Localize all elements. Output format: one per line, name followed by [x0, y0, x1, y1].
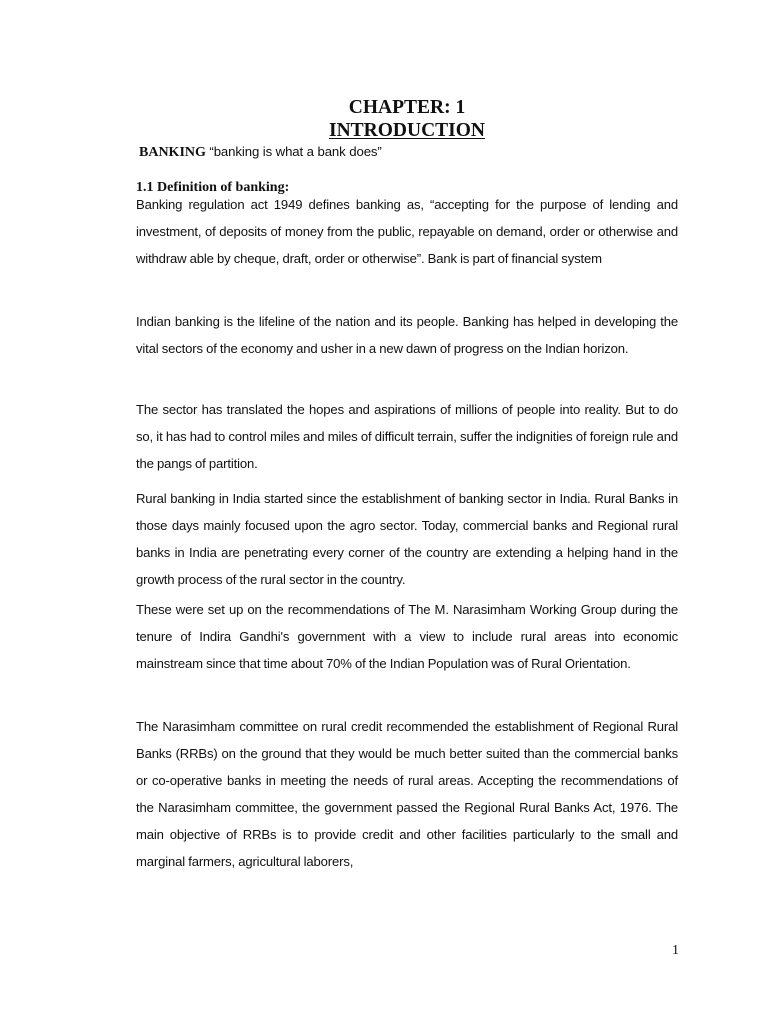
paragraph-sector: The sector has translated the hopes and aspirations of millions of people into reality. But to do so, it has had to control miles and miles of difficult terrain, suffer the indignities of foreign rule and the pangs of partition.: [136, 402, 678, 471]
chapter-subtitle: INTRODUCTION: [328, 120, 486, 141]
paragraph-narasimham-committee: The Narasimham committee on rural credit recommended the establishment of Regional Rural Banks (RRBs) on the ground that they would be much better suited than the commercial banks or co-operative banks in meeting the needs of rural areas. Accepting the recommendations of the Narasimham committee, the government passed the Regional Rural Banks Act, 1976. The main objective of RRBs is to provide credit and other facilities particularly to the small and marginal farmers, agricultural laborers,: [136, 719, 678, 869]
paragraph-rural-banking: Rural banking in India started since the establishment of banking sector in India. Rural Banks in those days mainly focused upon the agro sector. Today, commercial banks and Regional rural banks in India are penetrating every corner of the country are extending a helping hand in the growth process of the rural sector in the country.: [136, 491, 678, 587]
section-heading: 1.1 Definition of banking:: [136, 180, 290, 195]
banking-quote: “banking is what a bank does”: [209, 144, 382, 159]
banking-definition-line: [139, 143, 382, 162]
paragraph-definition: Banking regulation act 1949 defines banking as, “accepting for the purpose of lending and investment, of deposits of money from the public, repayable on demand, order or otherwise and withdraw able by cheque, draft, order or otherwise”. Bank is part of financial system: [136, 197, 678, 266]
chapter-heading: [0, 96, 768, 142]
paragraph-working-group: These were set up on the recommendations of The M. Narasimham Working Group during the tenure of Indira Gandhi's government with a view to include rural areas into economic mainstream since that time about 70% of the Indian Population was of Rural Orientation.: [136, 602, 678, 671]
banking-label: BANKING: [139, 145, 206, 160]
page-number: 1: [672, 943, 679, 958]
chapter-title: CHAPTER: 1: [348, 97, 466, 118]
paragraph-lifeline: Indian banking is the lifeline of the nation and its people. Banking has helped in developing the vital sectors of the economy and usher in a new dawn of progress on the Indian horizon.: [136, 314, 678, 356]
